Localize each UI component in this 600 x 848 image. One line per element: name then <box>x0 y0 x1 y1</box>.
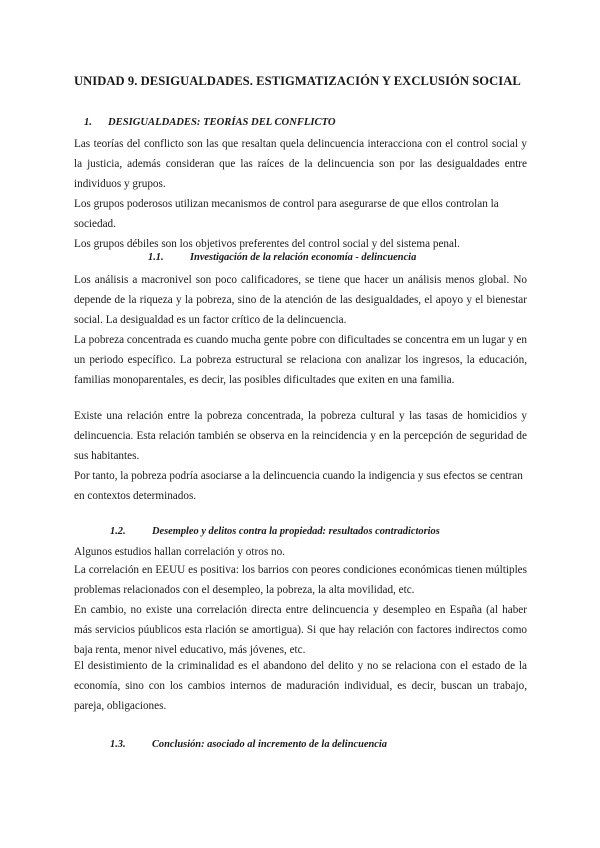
section-1-1-heading <box>148 252 416 263</box>
paragraph: Los grupos débiles son los objetivos preferentes del control social y del sistema penal. <box>74 238 460 250</box>
paragraph: El desistimiento de la criminalidad es el abandono del delito y no se relaciona con el estado de la economía, sino con los cambios internos de maduración individual, es decir, buscan un trabajo, pareja, obligaciones. <box>74 660 527 712</box>
section-1-3-number: 1.3. <box>110 739 126 750</box>
paragraph: Los análisis a macronivel son poco calificadores, se tiene que hacer un análisis menos global. No depende de la riqueza y la pobreza, sino de la atención de las desigualdades, el apoyo y el bienestar social. La desigualdad es un factor crítico de la delincuencia. <box>74 274 527 326</box>
section-1-3-title: Conclusión: asociado al incremento de la delincuencia <box>152 739 387 750</box>
paragraph: Los grupos poderosos utilizan mecanismos de control para asegurarse de que ellos controlan la sociedad. <box>74 198 499 230</box>
section-1-number: 1. <box>84 117 92 128</box>
section-1-2-title: Desempleo y delitos contra la propiedad: resultados contradictorios <box>152 526 440 537</box>
section-1-2-heading <box>110 526 440 537</box>
paragraph: En cambio, no existe una correlación directa entre delincuencia y desempleo en España (al haber más servicios púublicos esta rlación se amortigua). Si que hay relación con factores indirectos como baja renta, menor nivel educativo, más jóvenes, etc. <box>74 604 527 656</box>
paragraph: Las teorías del conflicto son las que resaltan quela delincuencia interacciona con el control social y la justicia, además consideran que las raíces de la delincuencia son por las desigualdades entre individuos y grupos. <box>74 138 527 190</box>
section-1-1-title: Investigación de la relación economía - delincuencia <box>190 252 417 263</box>
section-1-title: DESIGUALDADES: TEORÍAS DEL CONFLICTO <box>108 117 336 128</box>
paragraph: Por tanto, la pobreza podría asociarse a la delincuencia cuando la indigencia y sus efectos se centran en contextos determinados. <box>74 470 523 502</box>
section-1-1-number: 1.1. <box>148 252 164 263</box>
section-1-3-heading <box>110 739 387 750</box>
section-1-2-number: 1.2. <box>110 526 126 537</box>
paragraph: Existe una relación entre la pobreza concentrada, la pobreza cultural y las tasas de homicidios y delincuencia. Esta relación también se observa en la reincidencia y en la percepción de seguridad de sus habitantes. <box>74 410 527 462</box>
section-1-heading <box>84 117 336 128</box>
paragraph: La pobreza concentrada es cuando mucha gente pobre con dificultades se concentra em un lugar y en un periodo específico. La pobreza estructural se relaciona con analizar los ingresos, la educación, familias monoparentales, es decir, las posibles dificultades que exiten en una familia. <box>74 334 527 386</box>
paragraph: La correlación en EEUU es positiva: los barrios con peores condiciones económicas tienen múltiples problemas relacionados con el desempleo, la pobreza, la alta movilidad, etc. <box>74 564 527 596</box>
document-title: UNIDAD 9. DESIGUALDADES. ESTIGMATIZACIÓN Y EXCLUSIÓN SOCIAL <box>74 74 521 88</box>
paragraph: Algunos estudios hallan correlación y otros no. <box>74 546 285 558</box>
